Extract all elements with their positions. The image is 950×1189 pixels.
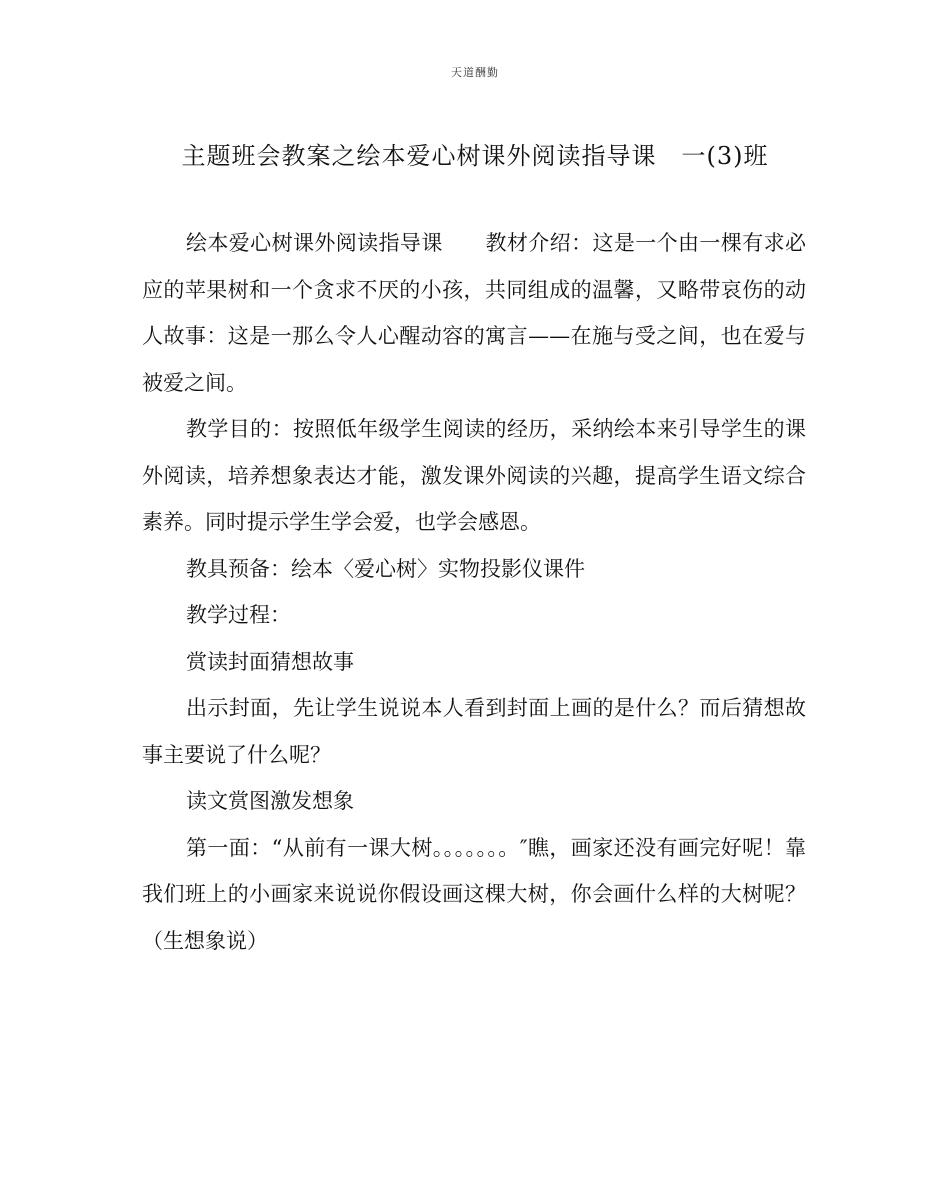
paragraph-objectives: 教学目的：按照低年级学生阅读的经历，采纳绘本来引导学生的课外阅读，培养想象表达才能，激发课外阅读的兴趣，提高学生语文综合素养。同时提示学生学会爱，也学会感恩。 [142,417,806,534]
document-title: 主题班会教案之绘本爱心树课外阅读指导课 一(3)班 [181,142,769,170]
paragraph-materials: 教具预备：绘本〈爱心树〉实物投影仪课件 [186,556,585,581]
paragraph-intro: 绘本爱心树课外阅读指导课 教材介绍：这是一个由一棵有求必应的苹果树和一个贪求不厌的小孩，共同组成的温馨，又略带哀伤的动人故事：这是一那么令人心醒动容的寓言——在施与受之间，也在爱与被爱之间。 [142,231,806,395]
document-body [142,220,806,964]
page-header: 天道酬勤 [451,66,499,79]
paragraph-first-page: 第一面：“从前有一课大树。。。。。。。″瞧，画家还没有画完好呢！靠我们班上的小画家来说说你假设画这棵大树，你会画什么样的大树呢？（生想象说） [142,835,806,953]
paragraph-section-cover: 赏读封面猜想故事 [186,649,354,674]
paragraph-process-heading: 教学过程： [186,603,291,627]
paragraph-section-reading: 读文赏图激发想象 [186,789,354,813]
paragraph-cover-activity: 出示封面，先让学生说说本人看到封面上画的是什么？而后猜想故事主要说了什么呢？ [142,696,806,767]
